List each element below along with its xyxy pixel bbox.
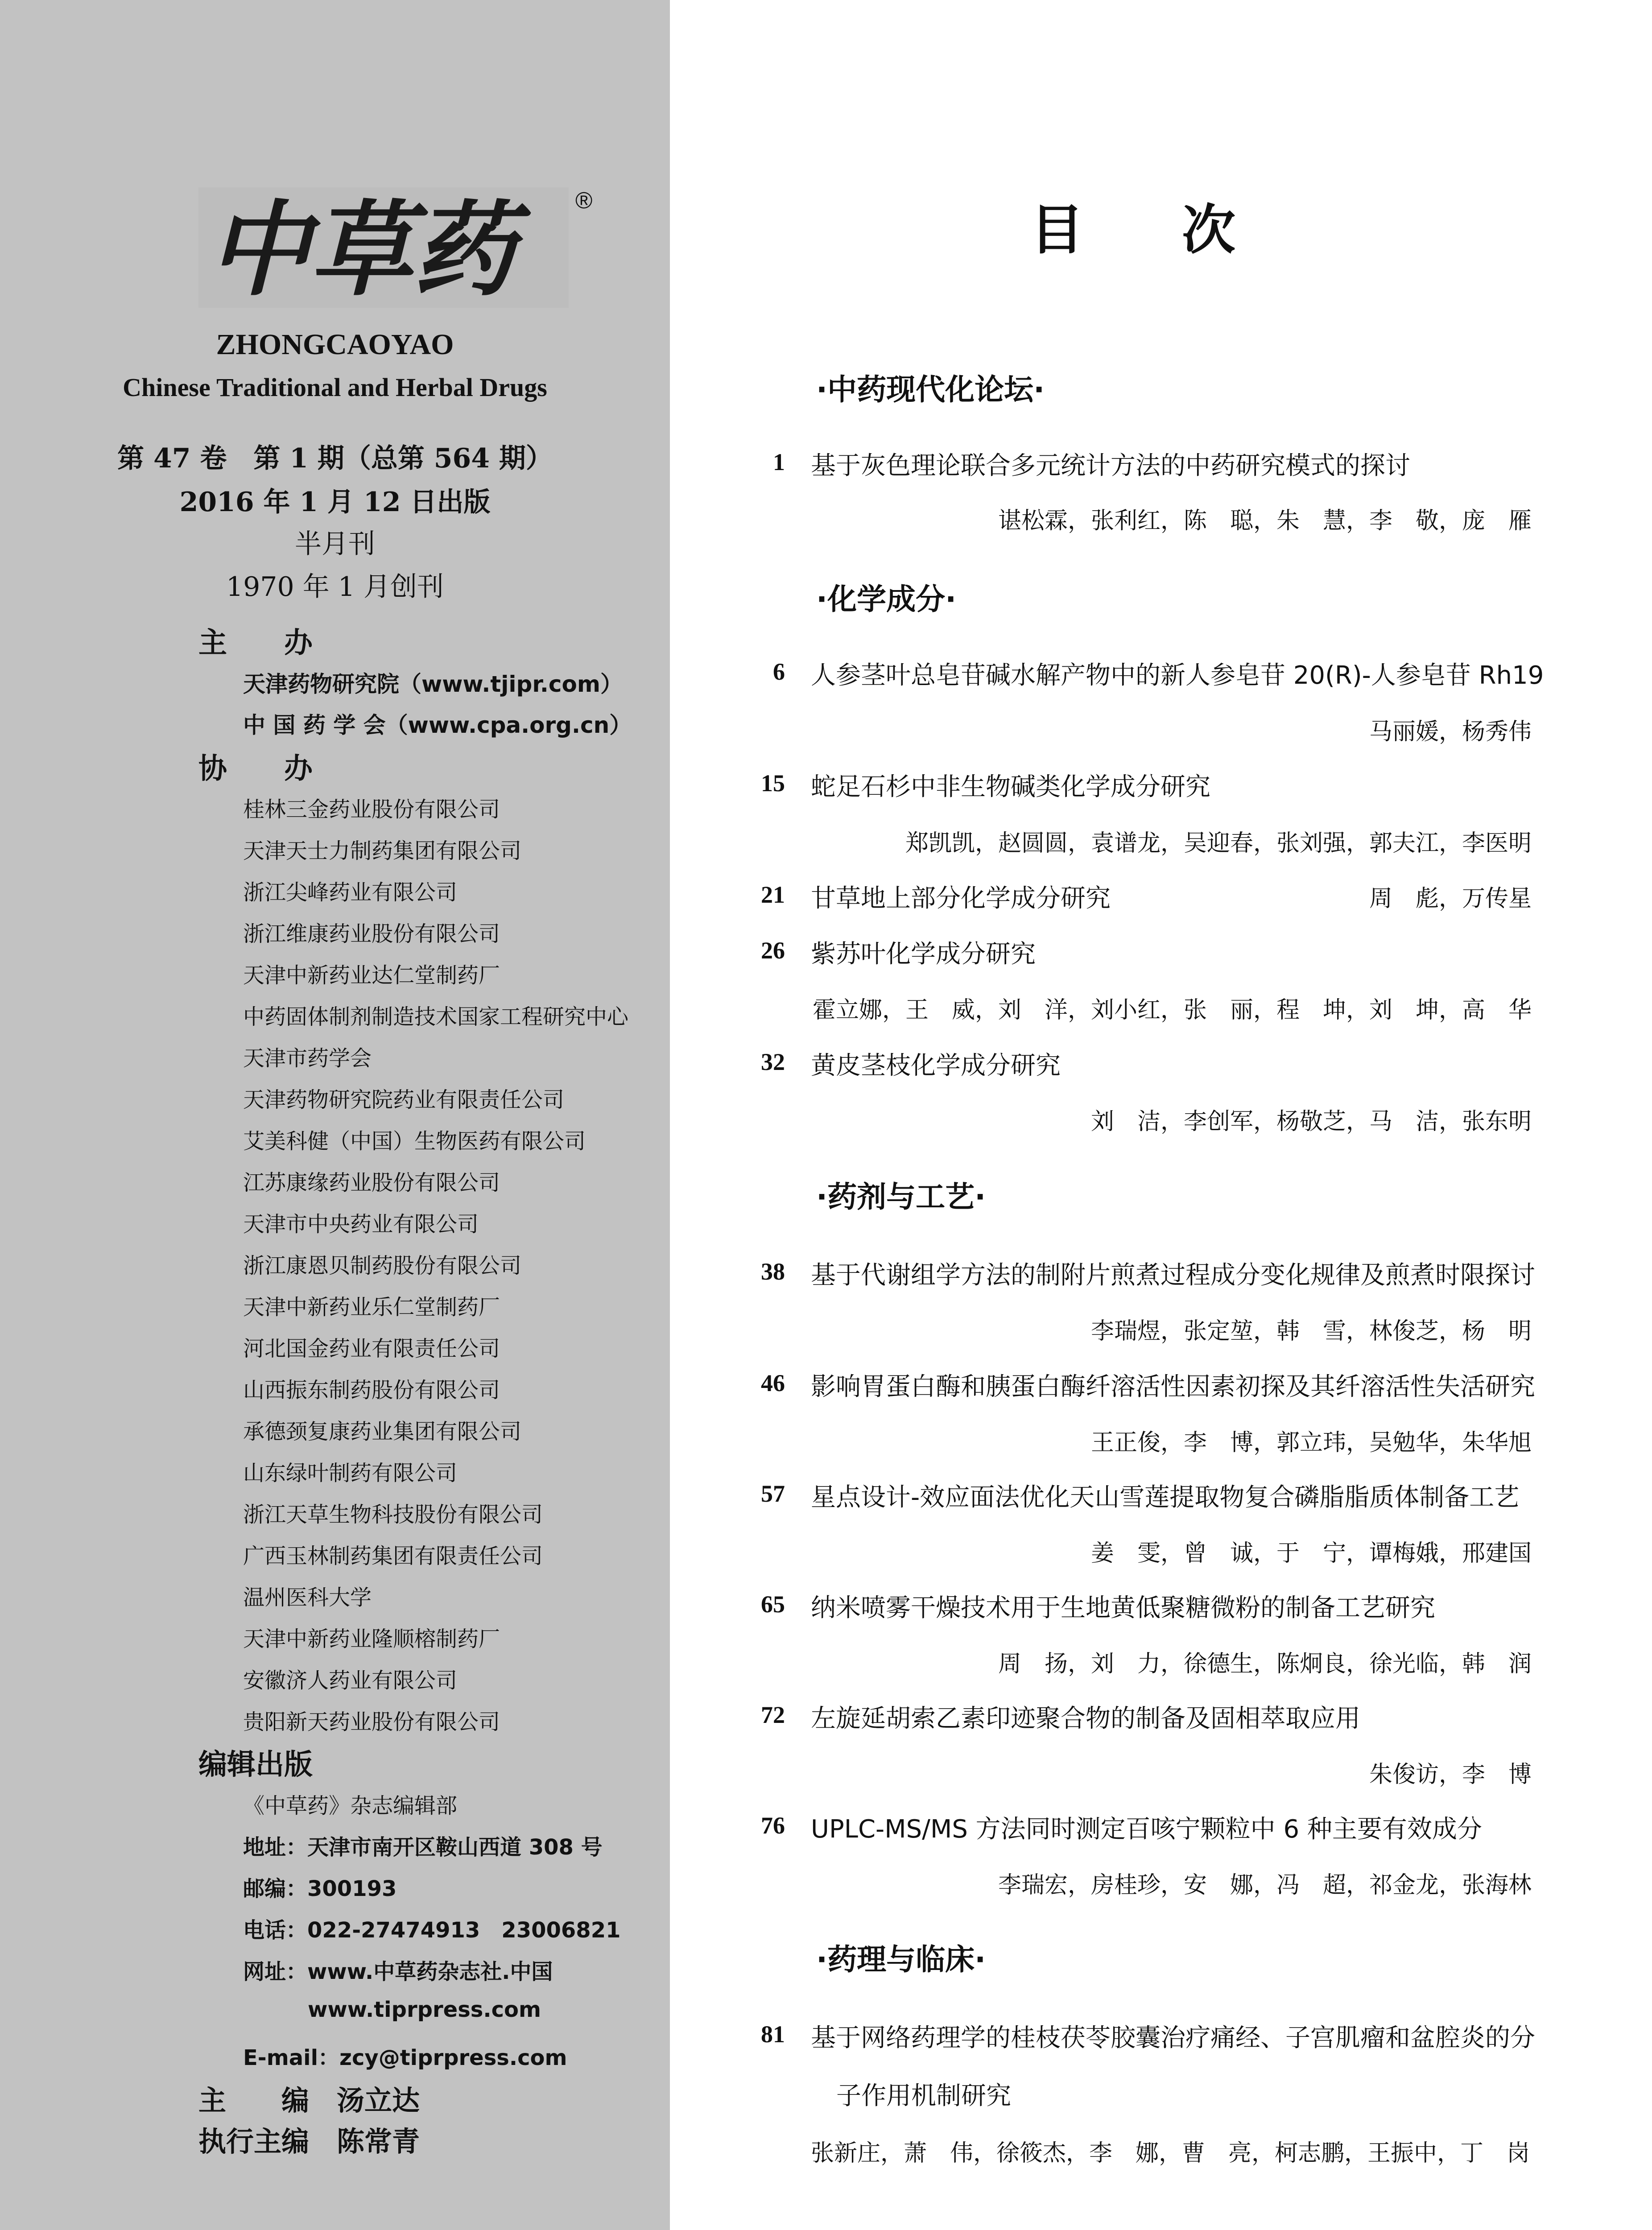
postcode: 邮编：300193 bbox=[243, 1876, 397, 1901]
co-sponsor: 天津药物研究院药业有限责任公司 bbox=[243, 1087, 565, 1112]
chief-editor: 主 编 汤立达 bbox=[198, 2084, 420, 2117]
email[interactable]: E-mail：zcy@tiprpress.com bbox=[243, 2045, 567, 2070]
article-title-continued[interactable]: 子作用机制研究 bbox=[836, 2081, 1011, 2110]
article-authors: 霍立娜，王 威，刘 洋，刘小红，张 丽，程 坤，刘 坤，高 华 bbox=[812, 997, 1532, 1024]
address: 地址：天津市南开区鞍山西道 308 号 bbox=[243, 1835, 603, 1860]
co-sponsor-heading: 协 办 bbox=[198, 752, 313, 785]
co-sponsor: 贵阳新天药业股份有限公司 bbox=[243, 1710, 500, 1734]
article-authors: 马丽媛，杨秀伟 bbox=[1369, 719, 1532, 745]
article-page: 81 bbox=[761, 2021, 785, 2048]
article-page: 57 bbox=[761, 1480, 785, 1507]
article-authors: 李瑞煜，张定堃，韩 雪，林俊芝，杨 明 bbox=[1090, 1318, 1532, 1345]
article-page: 21 bbox=[761, 881, 785, 908]
co-sponsor: 天津中新药业隆顺榕制药厂 bbox=[243, 1627, 500, 1652]
journal-logo bbox=[198, 187, 569, 308]
article-page: 72 bbox=[761, 1701, 785, 1728]
article-title[interactable]: UPLC-MS/MS 方法同时测定百咳宁颗粒中 6 种主要有效成分 bbox=[811, 1815, 1482, 1844]
article-title[interactable]: 基于代谢组学方法的制附片煎煮过程成分变化规律及煎煮时限探讨 bbox=[811, 1261, 1535, 1290]
co-sponsor: 山东绿叶制药有限公司 bbox=[243, 1461, 458, 1486]
article-title[interactable]: 紫苏叶化学成分研究 bbox=[811, 940, 1036, 969]
co-sponsor: 安徽济人药业有限公司 bbox=[243, 1668, 458, 1693]
co-sponsor: 江苏康缘药业股份有限公司 bbox=[243, 1170, 500, 1195]
article-authors: 王正俊，李 博，郭立玮，吴勉华，朱华旭 bbox=[1090, 1429, 1532, 1456]
title-english: Chinese Traditional and Herbal Drugs bbox=[123, 373, 547, 402]
article-title[interactable]: 纳米喷雾干燥技术用于生地黄低聚糖微粉的制备工艺研究 bbox=[811, 1594, 1435, 1623]
article-title[interactable]: 人参茎叶总皂苷碱水解产物中的新人参皂苷 20(R)-人参皂苷 Rh19 bbox=[811, 661, 1544, 690]
section-heading: ·中药现代化论坛· bbox=[816, 372, 1045, 407]
article-page: 32 bbox=[761, 1049, 785, 1075]
svg-text:中草药: 中草药 bbox=[207, 190, 515, 308]
article-authors: 谌松霖，张利红，陈 聪，朱 慧，李 敬，庞 雁 bbox=[998, 508, 1532, 534]
article-title[interactable]: 黄皮茎枝化学成分研究 bbox=[811, 1051, 1061, 1080]
calligraphy-logo-icon bbox=[198, 187, 569, 308]
article-title[interactable]: 影响胃蛋白酶和胰蛋白酶纤溶活性因素初探及其纤溶活性失活研究 bbox=[811, 1372, 1535, 1401]
article-authors: 张新庄，萧 伟，徐筱杰，李 娜，曹 亮，柯志鹏，王振中，丁 岗 bbox=[811, 2140, 1530, 2167]
co-sponsor: 浙江尖峰药业有限公司 bbox=[243, 880, 458, 905]
publisher-heading: 编辑出版 bbox=[198, 1748, 313, 1781]
article-authors: 刘 洁，李创军，杨敬芝，马 洁，张东明 bbox=[1090, 1108, 1532, 1135]
executive-editor: 执行主编 陈常青 bbox=[198, 2125, 420, 2158]
article-title[interactable]: 基于网络药理学的桂枝茯苓胶囊治疗痛经、子宫肌瘤和盆腔炎的分 bbox=[811, 2024, 1535, 2052]
sponsor-2: 中 国 药 学 会（www.cpa.org.cn） bbox=[243, 712, 632, 738]
sponsor-1: 天津药物研究院（www.tjipr.com） bbox=[243, 671, 623, 697]
article-authors: 周 彪，万传星 bbox=[1369, 885, 1532, 912]
article-authors: 周 扬，刘 力，徐德生，陈炯良，徐光临，韩 润 bbox=[998, 1651, 1532, 1677]
article-title[interactable]: 左旋延胡索乙素印迹聚合物的制备及固相萃取应用 bbox=[811, 1704, 1360, 1733]
article-page: 46 bbox=[761, 1370, 785, 1396]
co-sponsor: 天津市中央药业有限公司 bbox=[243, 1212, 479, 1237]
frequency: 半月刊 bbox=[295, 529, 375, 560]
website-2[interactable]: www.tiprpress.com bbox=[308, 1997, 541, 2022]
website[interactable]: 网址：www.中草药杂志社.中国 bbox=[243, 1959, 553, 1984]
article-page: 65 bbox=[761, 1591, 785, 1618]
article-page: 6 bbox=[773, 658, 785, 685]
article-title[interactable]: 蛇足石杉中非生物碱类化学成分研究 bbox=[811, 772, 1210, 801]
volume-line: 第 47 卷 第 1 期（总第 564 期） bbox=[117, 443, 553, 474]
registered-mark: ® bbox=[575, 188, 593, 214]
article-page: 38 bbox=[761, 1258, 785, 1285]
sidebar bbox=[0, 0, 670, 2230]
article-authors: 姜 雯，曾 诚，于 宁，谭梅娥，邢建国 bbox=[1090, 1540, 1532, 1567]
title-pinyin: ZHONGCAOYAO bbox=[216, 328, 454, 361]
founded: 1970 年 1 月创刊 bbox=[226, 571, 444, 603]
phone: 电话：022-27474913 23006821 bbox=[243, 1918, 621, 1943]
co-sponsor: 浙江维康药业股份有限公司 bbox=[243, 921, 500, 946]
co-sponsor: 天津市药学会 bbox=[243, 1046, 372, 1071]
article-page: 76 bbox=[761, 1812, 785, 1839]
article-authors: 郑凯凯，赵圆圆，袁谱龙，吴迎春，张刘强，郭夫江，李医明 bbox=[905, 830, 1532, 857]
date-line: 2016 年 1 月 12 日出版 bbox=[179, 487, 491, 518]
section-heading: ·化学成分· bbox=[816, 582, 957, 616]
co-sponsor: 温州医科大学 bbox=[243, 1585, 372, 1610]
article-page: 26 bbox=[761, 937, 785, 964]
co-sponsor: 浙江天草生物科技股份有限公司 bbox=[243, 1502, 543, 1527]
section-heading: ·药剂与工艺· bbox=[816, 1180, 986, 1214]
co-sponsor: 天津中新药业达仁堂制药厂 bbox=[243, 963, 500, 988]
article-title[interactable]: 星点设计-效应面法优化天山雪莲提取物复合磷脂脂质体制备工艺 bbox=[811, 1483, 1520, 1512]
co-sponsor: 山西振东制药股份有限公司 bbox=[243, 1378, 500, 1403]
co-sponsor: 浙江康恩贝制药股份有限公司 bbox=[243, 1253, 522, 1278]
co-sponsor: 天津中新药业乐仁堂制药厂 bbox=[243, 1295, 500, 1320]
article-title[interactable]: 甘草地上部分化学成分研究 bbox=[811, 884, 1111, 913]
co-sponsor: 艾美科健（中国）生物医药有限公司 bbox=[243, 1129, 586, 1154]
article-title[interactable]: 基于灰色理论联合多元统计方法的中药研究模式的探讨 bbox=[811, 451, 1410, 480]
article-page: 15 bbox=[761, 770, 785, 797]
toc-title: 目次 bbox=[1030, 199, 1334, 261]
article-authors: 朱俊访，李 博 bbox=[1369, 1761, 1532, 1788]
section-heading: ·药理与临床· bbox=[816, 1942, 986, 1977]
co-sponsor: 中药固体制剂制造技术国家工程研究中心 bbox=[243, 1004, 629, 1029]
co-sponsor: 桂林三金药业股份有限公司 bbox=[243, 797, 500, 822]
article-authors: 李瑞宏，房桂珍，安 娜，冯 超，祁金龙，张海林 bbox=[998, 1872, 1532, 1899]
sponsor-heading: 主 办 bbox=[198, 627, 313, 660]
publisher-name: 《中草药》杂志编辑部 bbox=[243, 1793, 458, 1818]
co-sponsor: 承德颈复康药业集团有限公司 bbox=[243, 1419, 522, 1444]
co-sponsor: 广西玉林制药集团有限责任公司 bbox=[243, 1544, 543, 1569]
co-sponsor: 天津天士力制药集团有限公司 bbox=[243, 838, 522, 863]
co-sponsor: 河北国金药业有限责任公司 bbox=[243, 1336, 500, 1361]
article-page: 1 bbox=[773, 449, 785, 475]
